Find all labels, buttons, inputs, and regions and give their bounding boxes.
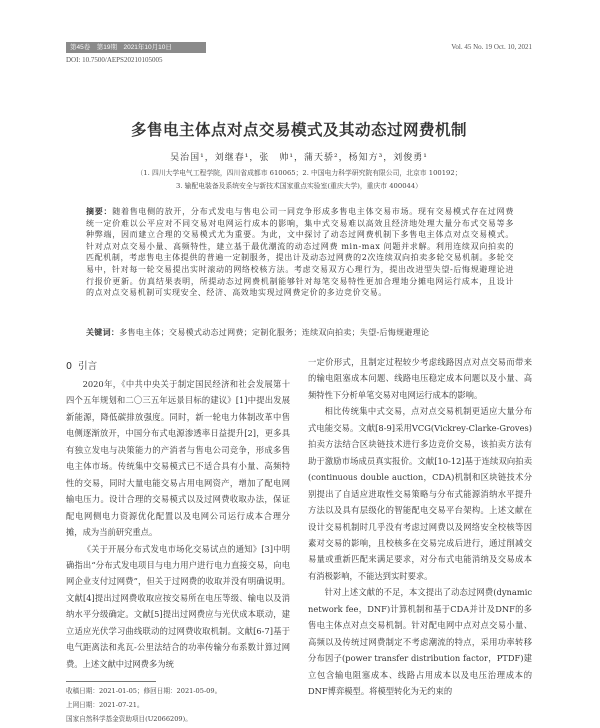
section-number: 0 <box>66 361 73 372</box>
doi[interactable]: DOI: 10.7500/AEPS20210105005 <box>66 56 163 64</box>
section-heading <box>66 358 97 372</box>
paragraph: 针对上述文献的不足，本文提出了动态过网费(dynamic network fee，DNF)计算机制和基于CDA并计及DNF的多售电主体点对点交易机制。针对配电网中点对点交易小量、高频以及传统过网费制定不考虑潮流的特点，采用功率转移分布因子(power transfer distribution factor，PTDF)建立包含输电阻塞成本、线路占用成本以及电压治理成本的DNF博弈模型。将模型转化为无约束的 <box>308 587 532 697</box>
section-title: 引言 <box>78 361 98 372</box>
footnote-online: 上网日期：2021-07-21。 <box>66 701 144 709</box>
left-column <box>66 376 290 672</box>
author-list: 吴治国¹，刘继春¹，张 帅¹，蒲天骄²，杨知方³，刘俊勇¹ <box>170 153 428 163</box>
abstract-text: 随着售电侧的放开，分布式发电与售电公司一同竞争形成多售电主体交易市场。现有交易模式存在过网费统一定价难以公平应对不同交易对电网运行成本的影响，集中式交易难以高效且经济地处理大量分布式交易等多种弊端，因而建立合理的交易模式尤为重要。为此，文中探讨了动态过网费机制下多售电主体点对点交易模式。针对点对点交易小量、高频特性，建立基于最优潮流的动态过网费 min-max 问题并求解。利用连续双向拍卖的匹配机制，考虑售电主体提供的普遍一定制服务，提出计及动态过网费的2次连续双向拍卖多轮交易机制。多轮交易中，针对每一轮交易提出实时滚动的网络校核方法。考虑交易双方心理行为，提出改进型失望-后悔规避理论进行报价更新。仿真结果表明，所提动态过网费机制能够针对每笔交易特性更加合理地分摊电网运行成本，且设计的点对点交易机制可实现安全、经济、高效地实现过网费定价的多边竞价交易。 <box>86 207 514 298</box>
issue-info-en: Vol. 45 No. 19 Oct. 10, 2021 <box>451 43 532 51</box>
footnote-received: 收稿日期：2021-01-05；修回日期：2021-05-09。 <box>66 687 222 695</box>
footnote-divider <box>66 681 156 682</box>
journal-header <box>66 42 532 53</box>
right-column <box>308 354 532 700</box>
paragraph: 2020年，《中共中央关于制定国民经济和社会发展第十四个五年规划和二〇三五年远景目标的建议》[1]中提出发展新能源，降低碳排放强度。同时，新一轮电力体制改革中售电侧逐渐放开，中国分布式电源渗透率日益提升[2]，更多具有独立发电与决策能力的产消者与售电公司竞争，形成多售电主体市场。传统集中交易模式已不适合具有小量、高频特性的交易，同时大量电能交易占用电网资产，增加了配电网输电压力。设计合理的交易模式以及过网费收取办法，保证配电网侧电力资源优化配置以及电网公司运行成本合理分摊，成为当前研究重点。 <box>66 379 290 538</box>
paragraph: 相比传统集中式交易，点对点交易机制更适应大量分布式电能交易。文献[8-9]采用VCG(Vickrey-Clarke-Groves)拍卖方法结合区块链技术进行多边竞价交易，该拍卖方法有助于激励市场成员真实报价。文献[10-12]基于连续双向拍卖(continuous double auction，CDA)机制和区块链技术分别提出了自适应进取性交易策略与分布式能源消纳水平提升方法以及具有层级化的智能配电交易平台架构。上述文献在设计交易机制时几乎没有考虑过网费以及网络安全校核等因素对交易的影响，且校核多在交易完成后进行，通过削减交易量或重新匹配来满足要求，对分布式电能消纳及交易成本有消极影响，不能达到实时要求。 <box>308 406 532 581</box>
paragraph: 《关于开展分布式发电市场化交易试点的通知》[3]中明确指出“分布式发电项目与电力用户进行电力直接交易，向电网企业支付过网费”，但关于过网费的收取并没有明确说明。文献[4]提出过网费收取应按交易所在电压等级、输电以及消纳水平分级确定。文献[5]提出过网费应与光伏成本联动，建立适应光伏学习曲线联动的过网费收取机制。文献[6-7]基于电气距离法和兆瓦-公里法结合的功率传输分布系数计算过网费。上述文献中过网费多为统 <box>66 543 290 669</box>
keywords-text: 多售电主体；交易模式动态过网费；定制化服务；连续双向拍卖；失望-后悔规避理论 <box>119 328 430 337</box>
abstract-label: 摘要： <box>86 207 113 216</box>
paper-title: 多售电主体点对点交易模式及其动态过网费机制 <box>130 121 467 139</box>
issue-info-cn: 第45卷 第19期 2021年10月10日 <box>66 42 206 53</box>
affiliation-line: 3. 输配电装备及系统安全与新技术国家重点实验室(重庆大学)，重庆市 400044） <box>176 182 422 190</box>
keywords <box>86 327 514 338</box>
keywords-label: 关键词： <box>86 328 120 337</box>
paragraph: 一定价形式，且制定过程较少考虑线路因点对点交易而带来的输电阻塞成本问题、线路电压稳定成本问题以及小量、高频特性下分析单笔交易对电网运行成本的影响。 <box>308 357 532 400</box>
affiliation-line: （1. 四川大学电气工程学院，四川省成都市 610065；2. 中国电力科学研究院有限公司，北京市 100192； <box>136 169 462 177</box>
abstract <box>86 206 514 299</box>
footnote-funding: 国家自然科学基金资助项目(U2066209)。 <box>66 715 192 723</box>
